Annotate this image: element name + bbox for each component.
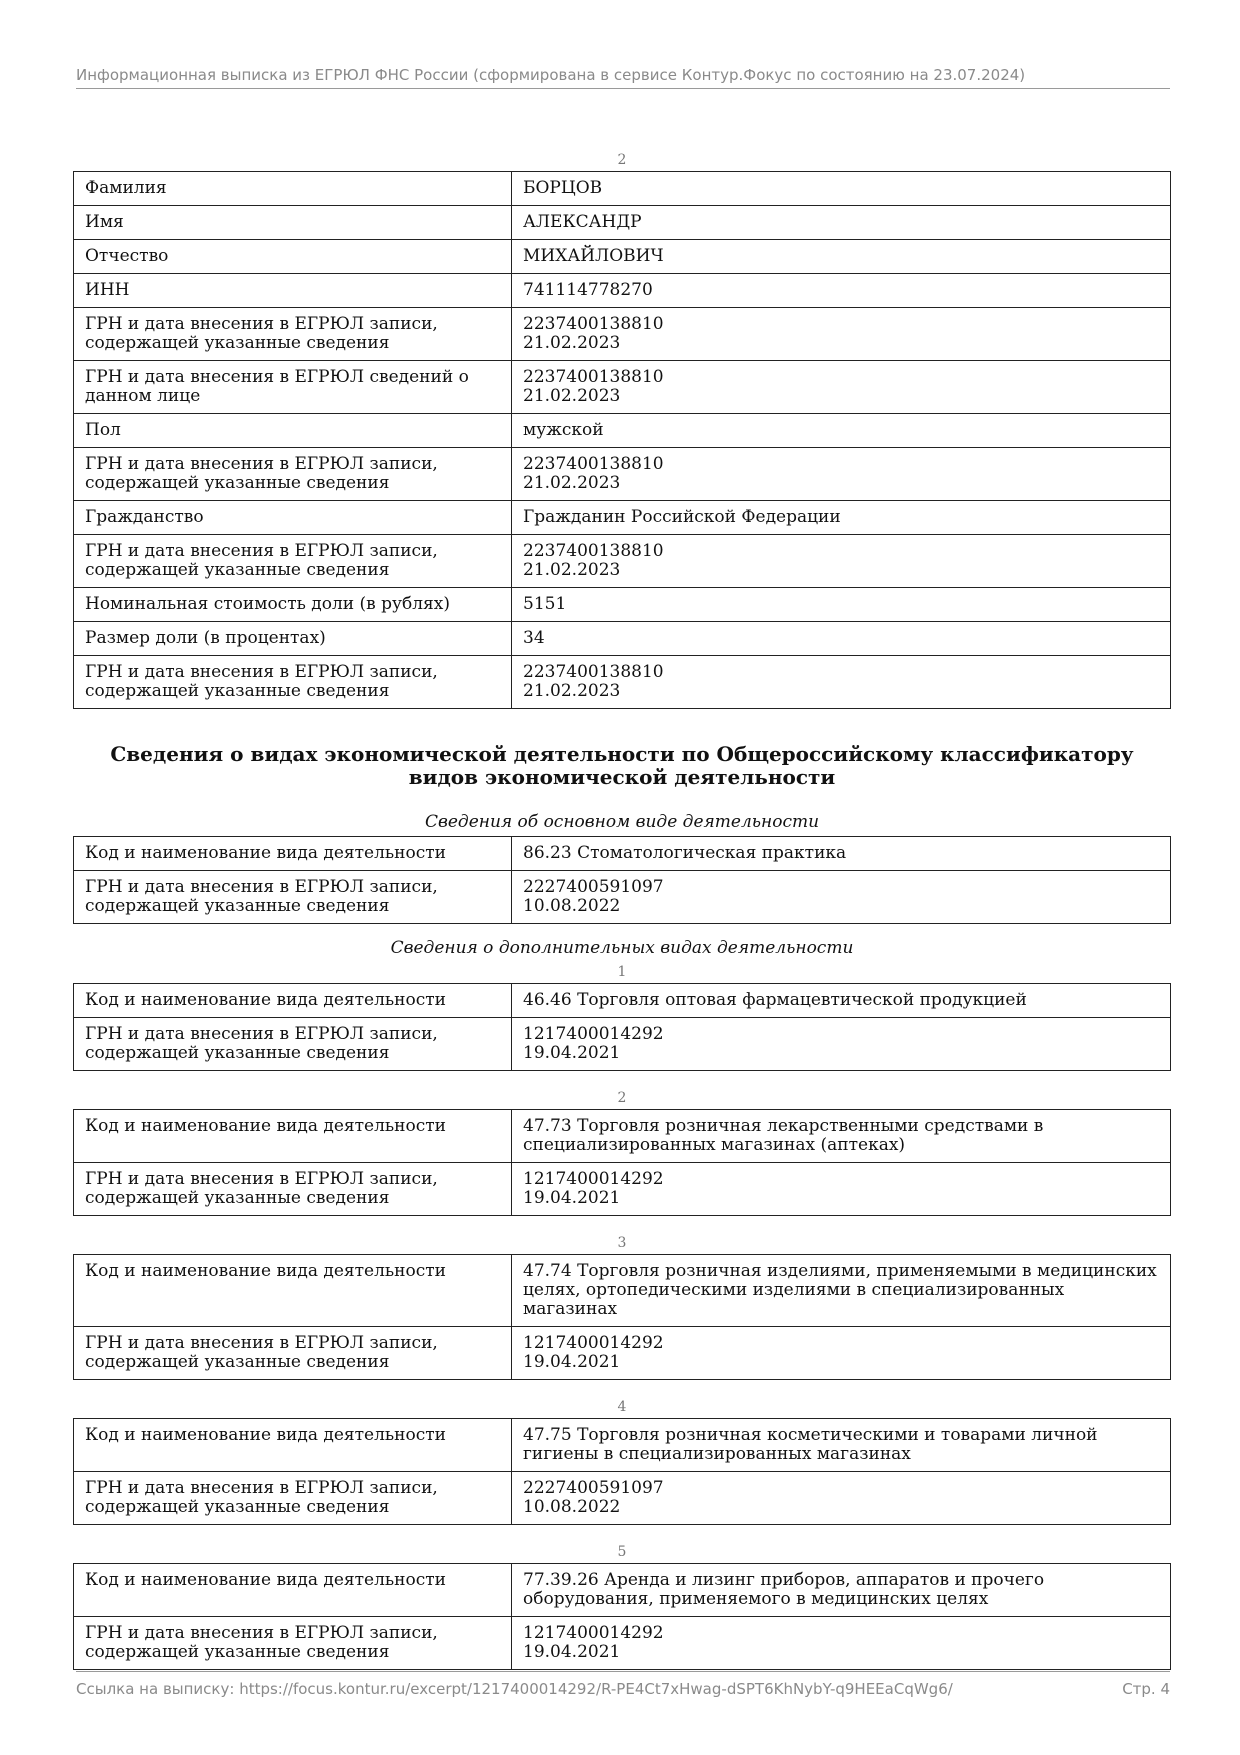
row-label: Фамилия	[74, 172, 512, 206]
table-row	[74, 1472, 1171, 1525]
table-row	[74, 1163, 1171, 1216]
table-row	[74, 1564, 1171, 1617]
row-label: Код и наименование вида деятельности	[74, 1419, 512, 1472]
row-value	[512, 448, 1171, 501]
grn-number: 1217400014292	[523, 1623, 664, 1643]
grn-date: 10.08.2022	[523, 896, 621, 916]
page-header	[76, 66, 1170, 89]
page-footer	[76, 1671, 1170, 1698]
row-label: ГРН и дата внесения в ЕГРЮЛ записи, содержащей указанные сведения	[74, 656, 512, 709]
table-row	[74, 535, 1171, 588]
table-row	[74, 622, 1171, 656]
additional-activities-list	[73, 962, 1171, 1670]
table-row	[74, 656, 1171, 709]
row-value	[512, 308, 1171, 361]
row-label: ГРН и дата внесения в ЕГРЮЛ записи, содержащей указанные сведения	[74, 1472, 512, 1525]
row-value: 5151	[512, 588, 1171, 622]
row-label: ГРН и дата внесения в ЕГРЮЛ записи, содержащей указанные сведения	[74, 1617, 512, 1670]
table-row	[74, 837, 1171, 871]
grn-number: 2237400138810	[523, 314, 664, 334]
grn-number: 1217400014292	[523, 1169, 664, 1189]
table-row	[74, 588, 1171, 622]
row-label: Код и наименование вида деятельности	[74, 984, 512, 1018]
table-row	[74, 414, 1171, 448]
row-label: Имя	[74, 206, 512, 240]
row-value: 46.46 Торговля оптовая фармацевтической продукцией	[512, 984, 1171, 1018]
row-value	[512, 1472, 1171, 1525]
grn-date: 21.02.2023	[523, 386, 621, 406]
additional-activity-table	[73, 1418, 1171, 1525]
table-row	[74, 172, 1171, 206]
excerpt-url-link[interactable]: https://focus.kontur.ru/excerpt/1217400014292/R-PE4Ct7xHwag-dSPT6KhNybY-q9HEEaCqWg6/	[239, 1680, 953, 1698]
row-value: Гражданин Российской Федерации	[512, 501, 1171, 535]
table-row	[74, 1617, 1171, 1670]
grn-date: 21.02.2023	[523, 560, 621, 580]
row-value: АЛЕКСАНДР	[512, 206, 1171, 240]
table-row	[74, 361, 1171, 414]
row-value: мужской	[512, 414, 1171, 448]
row-value: БОРЦОВ	[512, 172, 1171, 206]
row-label: ГРН и дата внесения в ЕГРЮЛ записи, содержащей указанные сведения	[74, 308, 512, 361]
additional-activity-table	[73, 983, 1171, 1071]
grn-date: 21.02.2023	[523, 333, 621, 353]
row-value	[512, 1018, 1171, 1071]
table-row	[74, 1419, 1171, 1472]
row-value: 47.74 Торговля розничная изделиями, применяемыми в медицинских целях, ортопедическими изделиями в специализированных магазинах	[512, 1255, 1171, 1327]
row-label: Отчество	[74, 240, 512, 274]
header-text: Информационная выписка из ЕГРЮЛ ФНС России (сформирована в сервисе Контур.Фокус по состоянию на 23.07.2024)	[76, 66, 1026, 84]
row-value	[512, 871, 1171, 924]
table-row	[74, 501, 1171, 535]
page-content	[73, 150, 1171, 1670]
additional-activities-subtitle: Сведения о дополнительных видах деятельности	[390, 938, 854, 958]
grn-date: 19.04.2021	[523, 1188, 621, 1208]
row-label: Код и наименование вида деятельности	[74, 1110, 512, 1163]
grn-number: 1217400014292	[523, 1024, 664, 1044]
row-label: ГРН и дата внесения в ЕГРЮЛ записи, содержащей указанные сведения	[74, 448, 512, 501]
main-activity-table	[73, 836, 1171, 924]
activity-number: 3	[617, 1235, 627, 1251]
row-value	[512, 1163, 1171, 1216]
row-label: ГРН и дата внесения в ЕГРЮЛ записи, содержащей указанные сведения	[74, 1163, 512, 1216]
row-value: 47.73 Торговля розничная лекарственными средствами в специализированных магазинах (аптеках)	[512, 1110, 1171, 1163]
grn-number: 2227400591097	[523, 877, 664, 897]
row-value: 77.39.26 Аренда и лизинг приборов, аппаратов и прочего оборудования, применяемого в медицинских целях	[512, 1564, 1171, 1617]
founder-table	[73, 171, 1171, 709]
row-label: Номинальная стоимость доли (в рублях)	[74, 588, 512, 622]
table-row	[74, 308, 1171, 361]
activity-number: 5	[617, 1544, 627, 1560]
activity-number: 1	[617, 964, 627, 980]
additional-activity-table	[73, 1109, 1171, 1216]
grn-number: 2237400138810	[523, 662, 664, 682]
row-label: ИНН	[74, 274, 512, 308]
row-label: ГРН и дата внесения в ЕГРЮЛ записи, содержащей указанные сведения	[74, 535, 512, 588]
grn-number: 2237400138810	[523, 541, 664, 561]
grn-date: 21.02.2023	[523, 681, 621, 701]
activity-number: 2	[617, 1090, 627, 1106]
row-value	[512, 1327, 1171, 1380]
row-label: Код и наименование вида деятельности	[74, 1255, 512, 1327]
row-label: ГРН и дата внесения в ЕГРЮЛ записи, содержащей указанные сведения	[74, 871, 512, 924]
row-label: Размер доли (в процентах)	[74, 622, 512, 656]
okved-section-title: Сведения о видах экономической деятельности по Общероссийскому классификатору видов экономической деятельности	[110, 742, 1134, 789]
grn-date: 21.02.2023	[523, 473, 621, 493]
grn-number: 1217400014292	[523, 1333, 664, 1353]
row-value	[512, 656, 1171, 709]
row-label: Код и наименование вида деятельности	[74, 837, 512, 871]
table-row	[74, 1327, 1171, 1380]
grn-date: 19.04.2021	[523, 1043, 621, 1063]
table-row	[74, 274, 1171, 308]
founder-number: 2	[617, 152, 627, 168]
row-value	[512, 1617, 1171, 1670]
table-row	[74, 1255, 1171, 1327]
footer-link-label: Ссылка на выписку:	[76, 1680, 235, 1698]
table-row	[74, 206, 1171, 240]
table-row	[74, 240, 1171, 274]
row-value: 34	[512, 622, 1171, 656]
grn-date: 19.04.2021	[523, 1642, 621, 1662]
additional-activity-table	[73, 1563, 1171, 1670]
page-number: Стр. 4	[1122, 1680, 1170, 1698]
main-activity-subtitle: Сведения об основном виде деятельности	[424, 812, 820, 832]
row-label: ГРН и дата внесения в ЕГРЮЛ сведений о данном лице	[74, 361, 512, 414]
row-label: ГРН и дата внесения в ЕГРЮЛ записи, содержащей указанные сведения	[74, 1018, 512, 1071]
row-label: Пол	[74, 414, 512, 448]
row-value: 47.75 Торговля розничная косметическими и товарами личной гигиены в специализированных магазинах	[512, 1419, 1171, 1472]
table-row	[74, 984, 1171, 1018]
table-row	[74, 1018, 1171, 1071]
table-row	[74, 871, 1171, 924]
activity-number: 4	[617, 1399, 627, 1415]
row-label: Код и наименование вида деятельности	[74, 1564, 512, 1617]
row-value	[512, 361, 1171, 414]
grn-number: 2237400138810	[523, 367, 664, 387]
table-row	[74, 1110, 1171, 1163]
footer-link	[76, 1680, 953, 1698]
row-label: ГРН и дата внесения в ЕГРЮЛ записи, содержащей указанные сведения	[74, 1327, 512, 1380]
grn-date: 10.08.2022	[523, 1497, 621, 1517]
row-value: МИХАЙЛОВИЧ	[512, 240, 1171, 274]
row-label: Гражданство	[74, 501, 512, 535]
grn-number: 2237400138810	[523, 454, 664, 474]
row-value: 741114778270	[512, 274, 1171, 308]
row-value	[512, 535, 1171, 588]
additional-activity-table	[73, 1254, 1171, 1380]
row-value: 86.23 Стоматологическая практика	[512, 837, 1171, 871]
grn-date: 19.04.2021	[523, 1352, 621, 1372]
grn-number: 2227400591097	[523, 1478, 664, 1498]
table-row	[74, 448, 1171, 501]
